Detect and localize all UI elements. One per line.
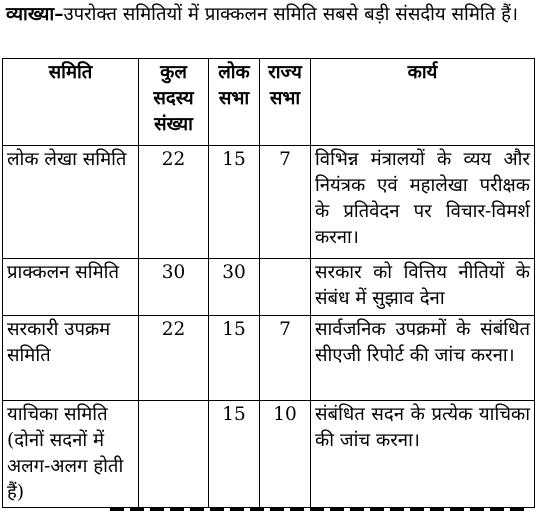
explanation-paragraph <box>6 2 531 28</box>
table-row <box>3 401 535 508</box>
lok-sabha-members: 15 <box>209 316 260 401</box>
header-work: कार्य <box>311 59 535 146</box>
table-header-row <box>3 59 535 146</box>
lok-sabha-members: 15 <box>209 401 260 508</box>
table-row <box>3 316 535 401</box>
committee-work: सार्वजनिक उपक्रमों के संबंधित सीएजी रिपोर्ट की जांच करना। <box>311 316 535 401</box>
rajya-sabha-members <box>260 259 311 316</box>
committee-work: संबंधित सदन के प्रत्येक याचिका की जांच करना। <box>311 401 535 508</box>
explanation-text: उपरोक्त समितियों में प्राक्कलन समिति सबसे बड़ी संसदीय समिति हैं। <box>63 4 518 25</box>
total-members: 22 <box>139 146 209 259</box>
header-rajya-sabha: राज्य सभा <box>260 59 311 146</box>
rajya-sabha-members: 7 <box>260 146 311 259</box>
committee-name: लोक लेखा समिति <box>3 146 139 259</box>
table-row <box>3 146 535 259</box>
table-row <box>3 259 535 316</box>
committee-work: विभिन्न मंत्रालयों के व्यय और नियंत्रक एवं महालेखा परीक्षक के प्रतिवेदन पर विचार-विमर्श करना। <box>311 146 535 259</box>
total-members <box>139 401 209 508</box>
committees-table <box>2 58 535 508</box>
total-members: 30 <box>139 259 209 316</box>
header-lok-sabha: लोक सभा <box>209 59 260 146</box>
committee-name: सरकारी उपक्रम समिति <box>3 316 139 401</box>
total-members: 22 <box>139 316 209 401</box>
committee-name: प्राक्कलन समिति <box>3 259 139 316</box>
committee-name: याचिका समिति (दोनों सदनों में अलग-अलग होती हैं) <box>3 401 139 508</box>
header-total-members: कुल सदस्य संख्या <box>139 59 209 146</box>
header-committee: समिति <box>3 59 139 146</box>
lok-sabha-members: 30 <box>209 259 260 316</box>
lok-sabha-members: 15 <box>209 146 260 259</box>
explanation-label: व्याख्या– <box>6 4 64 25</box>
rajya-sabha-members: 7 <box>260 316 311 401</box>
committee-work: सरकार को वित्तिय नीतियों के संबंध में सुझाव देना <box>311 259 535 316</box>
cropped-next-line <box>110 504 530 511</box>
rajya-sabha-members: 10 <box>260 401 311 508</box>
